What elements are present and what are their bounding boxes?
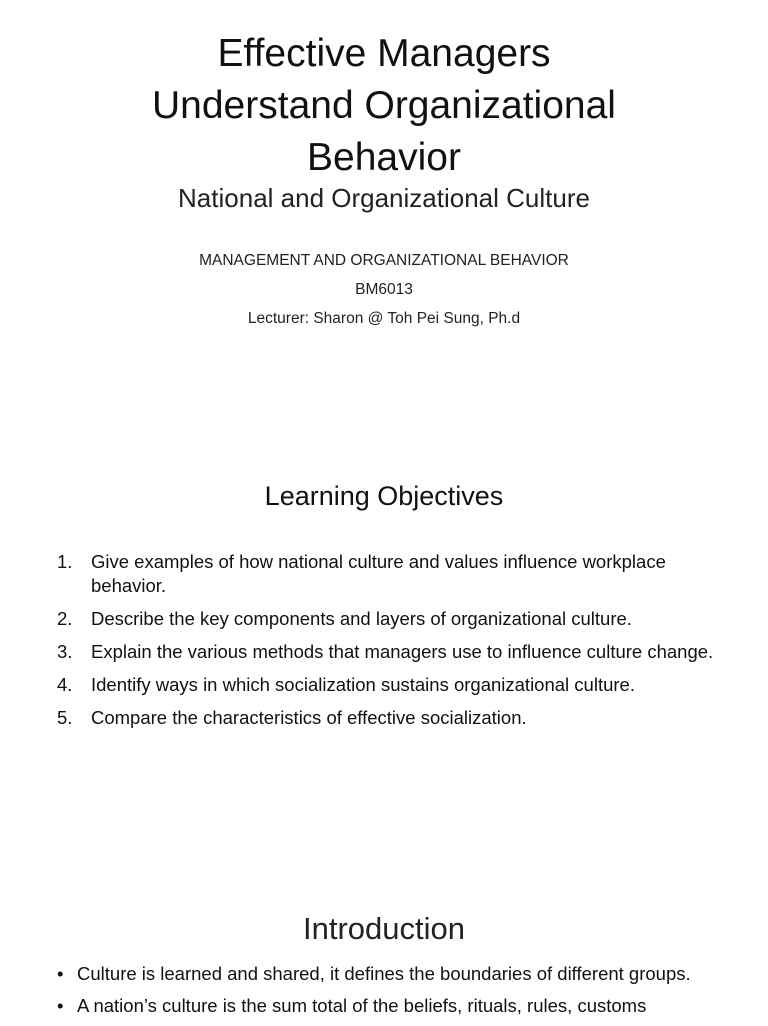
objectives-slide: [0, 430, 768, 850]
list-item: [57, 640, 717, 664]
objectives-title: Learning Objectives: [264, 481, 504, 511]
course-info: [0, 246, 768, 333]
introduction-list: [57, 962, 727, 1026]
list-item-number: 2.: [57, 608, 73, 629]
title-line-1: Effective Managers: [217, 32, 551, 75]
list-item-number: 1.: [57, 551, 73, 572]
list-item-text: Compare the characteristics of effective socialization.: [91, 707, 527, 728]
course-name: MANAGEMENT AND ORGANIZATIONAL BEHAVIOR: [199, 252, 569, 269]
lecturer-name: Lecturer: Sharon @ Toh Pei Sung, Ph.d: [247, 310, 521, 327]
list-item: [57, 673, 717, 697]
list-item: [57, 706, 717, 730]
objectives-list: [57, 550, 717, 739]
course-code: BM6013: [355, 281, 413, 298]
list-item: [57, 607, 717, 631]
list-item: [57, 550, 717, 598]
bullet-icon: •: [57, 995, 64, 1016]
list-item-text: Culture is learned and shared, it defines the boundaries of different groups.: [77, 963, 691, 984]
introduction-slide: [0, 850, 768, 1024]
presentation-subtitle: National and Organizational Culture: [178, 183, 590, 213]
list-item-text: Explain the various methods that managers use to influence culture change.: [91, 641, 714, 662]
list-item-text: Identify ways in which socialization sustains organizational culture.: [91, 674, 635, 695]
list-item-number: 5.: [57, 707, 73, 728]
list-item-number: 4.: [57, 674, 73, 695]
list-item: [57, 962, 727, 986]
title-slide: [0, 0, 768, 430]
title-line-3: Behavior: [307, 136, 461, 179]
list-item-number: 3.: [57, 641, 73, 662]
list-item: [57, 994, 727, 1018]
list-item-text: Describe the key components and layers of organizational culture.: [91, 608, 632, 629]
list-item-text: A nation’s culture is the sum total of the beliefs, rituals, rules, customs: [77, 995, 647, 1016]
title-line-2: Understand Organizational: [152, 84, 616, 127]
presentation-title: [0, 28, 768, 184]
introduction-title: Introduction: [303, 911, 465, 946]
bullet-icon: •: [57, 963, 64, 984]
list-item-text: Give examples of how national culture and values influence workplace behavior.: [91, 551, 666, 596]
